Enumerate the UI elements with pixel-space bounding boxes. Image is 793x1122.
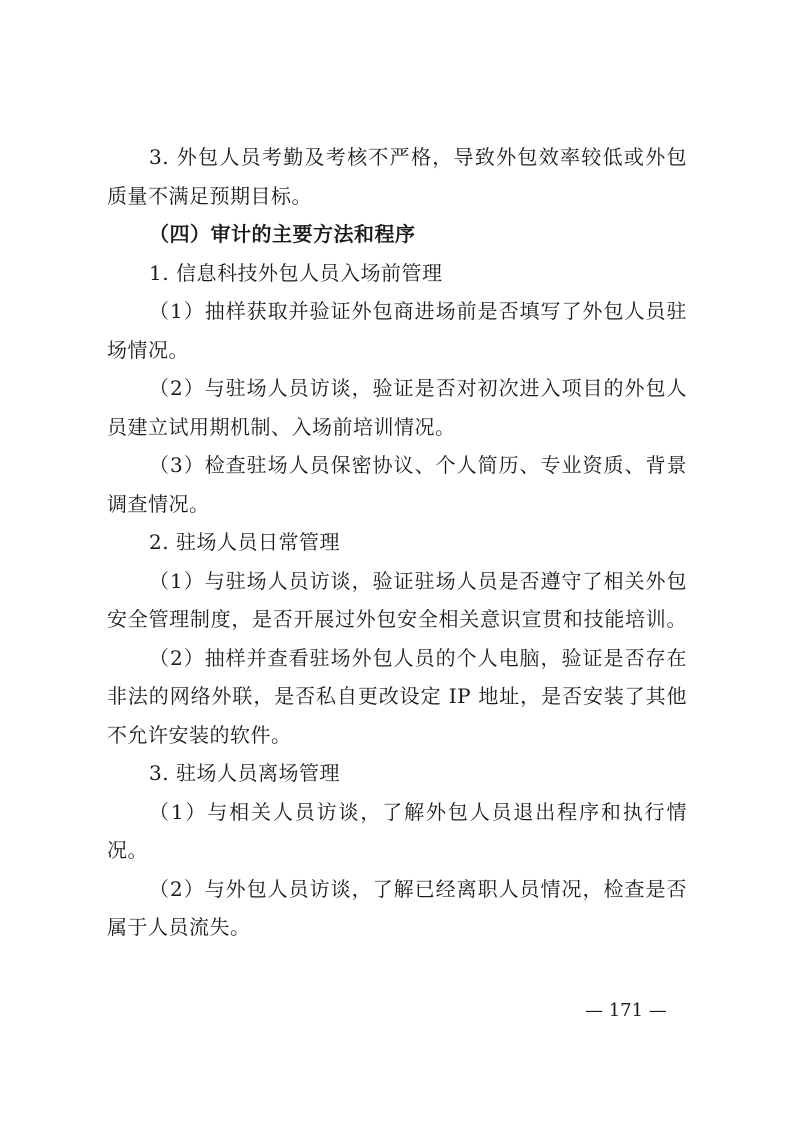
section-heading: （四）审计的主要方法和程序 <box>149 222 416 246</box>
paragraph-line: 不允许安装的软件。 <box>107 722 292 747</box>
paragraph-line: （1）抽样获取并验证外包商进场前是否填写了外包人员驻 <box>149 299 687 323</box>
paragraph-line: （3）检查驻场人员保密协议、个人简历、专业资质、背景 <box>149 453 687 477</box>
paragraph-line: （1）与驻场人员访谈，验证驻场人员是否遵守了相关外包 <box>149 568 687 593</box>
paragraph-line: 况。 <box>107 838 148 862</box>
body-text <box>107 138 687 947</box>
paragraph-line: （2）抽样并查看驻场外包人员的个人电脑，验证是否存在 <box>149 645 687 670</box>
paragraph-line: 场情况。 <box>107 337 189 362</box>
subsection-heading: 2. 驻场人员日常管理 <box>149 530 340 554</box>
subsection-heading: 3. 驻场人员离场管理 <box>149 761 340 785</box>
subsection-heading: 1. 信息科技外包人员入场前管理 <box>149 260 443 285</box>
paragraph-line: 调查情况。 <box>107 491 210 516</box>
paragraph-line: （1）与相关人员访谈，了解外包人员退出程序和执行情 <box>149 799 687 824</box>
paragraph-line: 3. 外包人员考勤及考核不严格，导致外包效率较低或外包 <box>149 145 687 169</box>
paragraph-line: （2）与驻场人员访谈，验证是否对初次进入项目的外包人 <box>149 376 687 400</box>
page-number: — 171 — <box>585 1000 667 1021</box>
paragraph-line: 属于人员流失。 <box>107 915 251 939</box>
paragraph-line: 安全管理制度，是否开展过外包安全相关意识宣贯和技能培训。 <box>107 607 687 631</box>
paragraph-line: 员建立试用期机制、入场前培训情况。 <box>107 414 456 439</box>
paragraph-line: （2）与外包人员访谈，了解已经离职人员情况，检查是否 <box>149 876 687 901</box>
paragraph-line: 非法的网络外联，是否私自更改设定 IP 地址，是否安装了其他 <box>107 684 687 708</box>
paragraph-line: 质量不满足预期目标。 <box>107 183 312 208</box>
